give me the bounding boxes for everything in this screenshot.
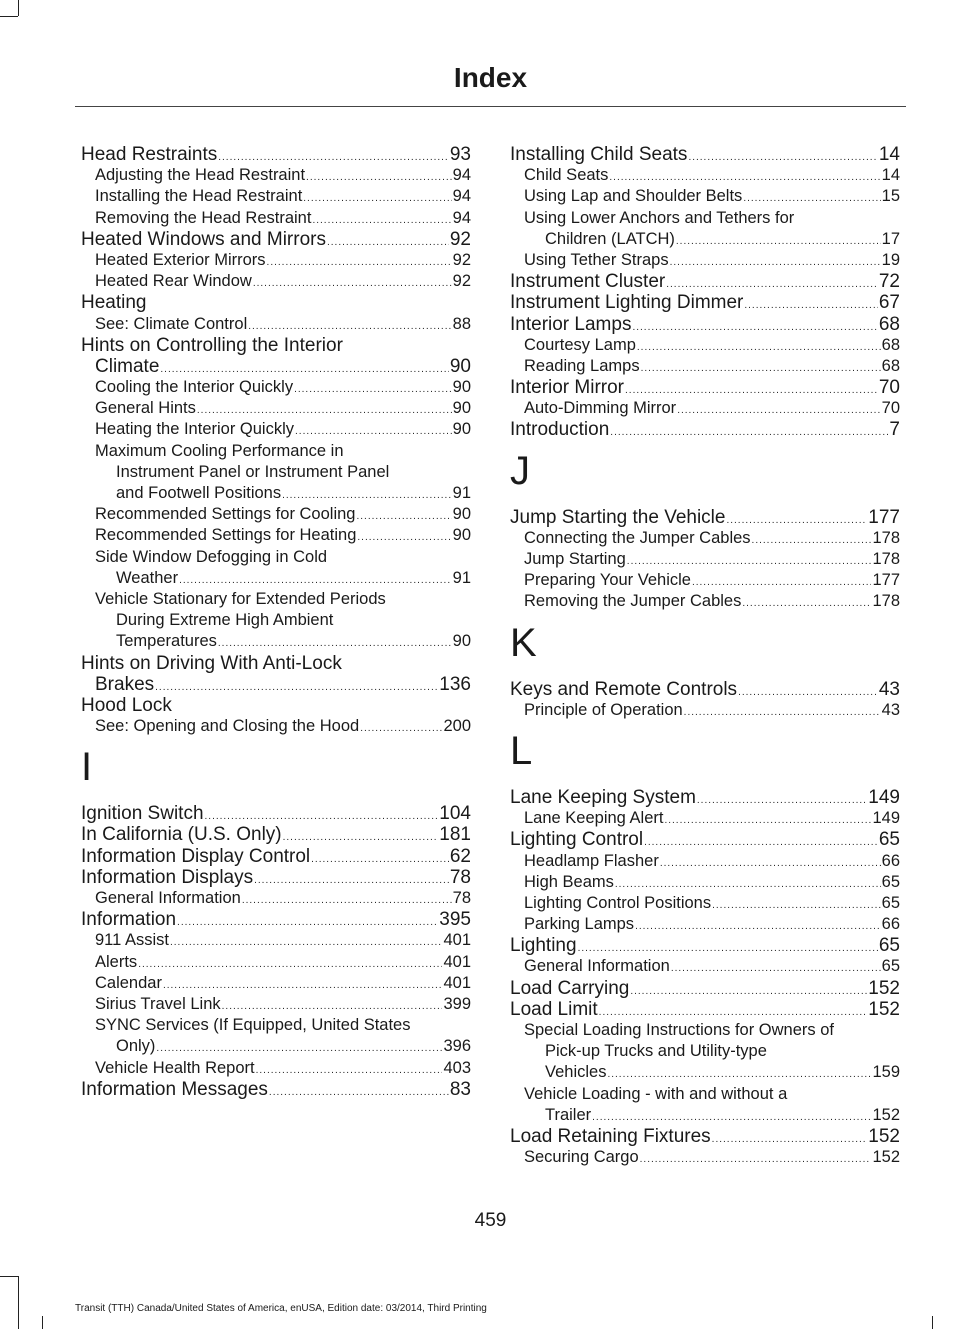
index-entry-label: Using Tether Straps	[524, 250, 669, 269]
index-subentry	[81, 1036, 471, 1057]
dot-leader	[684, 702, 881, 723]
index-subentry	[510, 1041, 900, 1062]
dot-leader	[170, 932, 442, 953]
dot-leader	[256, 1060, 443, 1081]
index-subentry	[510, 1062, 900, 1083]
index-subentry	[81, 165, 471, 186]
index-page-ref: 90	[452, 632, 471, 651]
index-subentry	[510, 398, 900, 419]
dot-leader	[712, 895, 881, 916]
index-entry-label: Calendar	[95, 973, 162, 992]
index-entry-label: Load Carrying	[510, 977, 630, 999]
index-entry-label: Instrument Cluster	[510, 271, 666, 293]
index-entry	[81, 803, 471, 824]
dot-leader	[218, 633, 452, 654]
index-page-ref: 92	[452, 250, 471, 269]
index-subentry	[510, 914, 900, 935]
dot-leader	[282, 485, 452, 506]
index-subentry	[510, 956, 900, 977]
dot-leader	[671, 958, 881, 979]
index-entry	[81, 695, 471, 716]
index-page-ref: 7	[889, 419, 900, 441]
index-page-ref: 90	[452, 505, 471, 524]
index-entry-label: Heated Rear Window	[95, 272, 252, 291]
index-entry-label: High Beams	[524, 872, 614, 891]
dot-leader	[677, 400, 880, 421]
dot-leader	[269, 1082, 449, 1103]
index-entry-label: Hints on Controlling the Interior	[81, 334, 343, 356]
index-page-ref: 90	[452, 420, 471, 439]
index-entry	[81, 229, 471, 250]
index-subentry	[81, 441, 471, 462]
index-entry-label: During Extreme High Ambient	[116, 611, 334, 630]
index-subentry	[81, 1058, 471, 1079]
index-entry-label: Hints on Driving With Anti-Lock	[81, 652, 342, 674]
index-page-ref: 70	[878, 377, 900, 399]
index-entry-label: Lane Keeping Alert	[524, 809, 664, 828]
index-subentry	[510, 570, 900, 591]
index-entry	[510, 935, 900, 956]
dot-leader	[640, 1149, 872, 1170]
index-subentry	[81, 525, 471, 546]
index-entry-label: Pick-up Trucks and Utility-type	[545, 1042, 767, 1061]
index-page-ref: 401	[443, 952, 471, 971]
index-page-ref: 401	[443, 973, 471, 992]
index-entry-label: Only)	[116, 1037, 156, 1056]
index-entry-label: Preparing Your Vehicle	[524, 571, 691, 590]
index-subentry	[510, 186, 900, 207]
index-entry-label: Temperatures	[116, 632, 217, 651]
index-entry	[81, 909, 471, 930]
index-subentry	[81, 398, 471, 419]
index-section-letter: J	[510, 448, 530, 493]
index-entry-label: Removing the Head Restraint	[95, 208, 312, 227]
index-entry-label: Weather	[116, 568, 179, 587]
index-entry	[510, 787, 900, 808]
index-entry-label: Using Lower Anchors and Tethers for	[524, 208, 795, 227]
index-entry-label: Interior Lamps	[510, 313, 632, 335]
index-entry-label: Special Loading Instructions for Owners of	[524, 1021, 834, 1039]
index-subentry	[81, 271, 471, 292]
dot-leader	[138, 954, 442, 975]
index-section-letter: K	[510, 620, 537, 665]
index-subentry	[510, 872, 900, 893]
index-subentry	[510, 893, 900, 914]
index-entry-label: Heating	[81, 292, 147, 314]
dot-leader	[294, 379, 452, 400]
dot-leader	[637, 337, 881, 358]
index-subentry	[81, 589, 471, 610]
index-column-left	[81, 144, 471, 1100]
index-page-ref: 93	[449, 144, 471, 165]
index-entry-label: See: Opening and Closing the Hood	[95, 717, 360, 736]
index-subentry	[510, 1084, 900, 1105]
index-entry	[510, 314, 900, 335]
index-entry-label: Keys and Remote Controls	[510, 678, 738, 700]
index-subentry	[510, 208, 900, 229]
index-entry-label: Lighting	[510, 935, 577, 957]
index-entry-label: Load Limit	[510, 998, 598, 1020]
index-subentry	[81, 952, 471, 973]
index-entry-label: Courtesy Lamp	[524, 335, 636, 354]
footer-text: Transit (TTH) Canada/United States of America, enUSA, Edition date: 03/2014, Third Printing	[75, 1303, 487, 1314]
index-page-ref: 403	[443, 1058, 471, 1077]
index-page-ref: 91	[452, 484, 471, 502]
index-entry-label: Jump Starting the Vehicle	[510, 506, 726, 528]
dot-leader	[306, 167, 452, 188]
dot-leader	[743, 188, 880, 209]
index-entry	[81, 846, 471, 867]
index-page-ref: 65	[881, 872, 900, 891]
index-entry-label: Lighting Control Positions	[524, 893, 712, 912]
index-page-ref: 94	[452, 166, 471, 185]
index-subentry	[81, 994, 471, 1015]
index-subentry	[510, 335, 900, 356]
index-entry	[510, 144, 900, 165]
index-entry-label: Instrument Panel or Instrument Panel	[116, 462, 390, 481]
crop-mark	[0, 16, 18, 17]
crop-mark	[18, 0, 19, 16]
index-page-ref: 62	[449, 845, 471, 867]
index-page-ref: 68	[881, 356, 900, 375]
index-page-ref: 159	[872, 1063, 900, 1082]
index-entry-label: Auto-Dimming Mirror	[524, 399, 677, 418]
index-page-ref: 88	[452, 314, 471, 333]
index-entry-label: Information Messages	[81, 1078, 268, 1100]
index-section-letter: L	[510, 728, 533, 773]
index-entry-label: 911 Assist	[95, 931, 169, 950]
dot-leader	[635, 916, 881, 937]
index-entry-label: General Information	[95, 889, 241, 907]
index-page-ref: 181	[439, 824, 471, 846]
index-subentry	[81, 419, 471, 440]
index-entry-label: Lane Keeping System	[510, 786, 696, 808]
index-page-ref: 152	[868, 977, 900, 999]
index-entry-label: Heated Windows and Mirrors	[81, 228, 326, 250]
index-entry-label: Jump Starting	[524, 550, 626, 568]
crop-mark	[42, 1316, 43, 1329]
index-entry	[81, 867, 471, 888]
index-entry-label: Brakes	[95, 673, 155, 695]
index-page-ref: 136	[439, 673, 471, 695]
index-entry-label: Children (LATCH)	[545, 229, 675, 248]
index-subentry	[510, 549, 900, 570]
index-subentry	[510, 1105, 900, 1126]
index-entry-label: Side Window Defogging in Cold	[95, 547, 328, 566]
index-page-ref: 177	[872, 571, 900, 590]
index-page-ref: 15	[881, 187, 900, 206]
index-entry-label: In California (U.S. Only)	[81, 824, 282, 846]
index-subentry	[510, 591, 900, 612]
index-entry	[510, 419, 900, 440]
index-subentry	[81, 314, 471, 335]
index-page-ref: 94	[452, 208, 471, 227]
index-entry	[81, 653, 471, 674]
index-entry-label: Cooling the Interior Quickly	[95, 378, 294, 397]
index-entry-label: Principle of Operation	[524, 700, 683, 719]
index-page-ref: 396	[443, 1037, 471, 1056]
index-entry	[510, 999, 900, 1020]
index-page-ref: 395	[439, 909, 471, 931]
index-page-ref: 152	[872, 1148, 900, 1167]
dot-leader	[627, 551, 872, 572]
index-page-ref: 152	[872, 1105, 900, 1124]
index-page-ref: 149	[872, 809, 900, 828]
index-page-ref: 70	[881, 399, 900, 418]
dot-leader	[609, 167, 880, 188]
index-entry-label: Climate	[95, 355, 160, 377]
index-page-ref: 78	[452, 889, 471, 907]
index-page-ref: 178	[872, 550, 900, 568]
index-page-ref: 68	[878, 313, 900, 335]
index-entry-label: Removing the Jumper Cables	[524, 592, 742, 611]
index-page-ref: 65	[881, 957, 900, 976]
index-page-ref: 14	[878, 144, 900, 165]
index-page-ref: 43	[878, 678, 900, 700]
index-page-ref: 92	[449, 228, 471, 250]
dot-leader	[610, 422, 888, 443]
index-subentry	[510, 356, 900, 377]
index-page-ref: 92	[452, 272, 471, 291]
index-entry-label: Head Restraints	[81, 144, 218, 165]
index-subentry	[81, 547, 471, 568]
dot-leader	[197, 400, 452, 421]
index-subentry	[81, 377, 471, 398]
index-entry	[81, 1079, 471, 1100]
index-subentry	[81, 483, 471, 504]
index-entry-label: Heated Exterior Mirrors	[95, 250, 266, 269]
index-subentry	[81, 186, 471, 207]
index-subentry	[510, 165, 900, 186]
index-page-ref: 152	[868, 1125, 900, 1147]
index-subentry	[81, 250, 471, 271]
dot-leader	[676, 231, 881, 252]
dot-leader	[267, 252, 452, 273]
index-page-ref: 177	[868, 506, 900, 528]
dot-leader	[752, 530, 872, 551]
index-subentry	[510, 1020, 900, 1041]
crop-mark	[0, 1276, 18, 1277]
index-entry-label: Information Displays	[81, 866, 254, 888]
index-page-ref: 14	[881, 166, 900, 185]
index-page-ref: 90	[452, 378, 471, 397]
dot-leader	[179, 570, 452, 591]
index-subentry	[510, 808, 900, 829]
index-page-ref: 90	[452, 526, 471, 545]
dot-leader	[248, 316, 451, 337]
dot-leader	[163, 975, 443, 996]
index-entry	[510, 1126, 900, 1147]
index-subentry	[510, 528, 900, 549]
index-entry-label: Heating the Interior Quickly	[95, 420, 295, 439]
index-subentry	[81, 208, 471, 229]
index-entry	[510, 978, 900, 999]
index-entry	[81, 335, 471, 356]
dot-leader	[615, 874, 881, 895]
index-page-ref: 178	[872, 592, 900, 611]
index-entry-label: Hood Lock	[81, 694, 172, 716]
index-entry-label: Adjusting the Head Restraint	[95, 166, 306, 185]
dot-leader	[156, 1038, 442, 1059]
index-page-ref: 399	[443, 994, 471, 1013]
index-subentry	[510, 250, 900, 271]
index-subentry	[81, 568, 471, 589]
dot-leader	[641, 358, 881, 379]
dot-leader	[222, 996, 443, 1017]
index-entry-label: Recommended Settings for Cooling	[95, 505, 356, 524]
index-entry-label: Trailer	[545, 1105, 592, 1124]
index-entry-label: Alerts	[95, 952, 138, 971]
index-page-ref: 66	[881, 915, 900, 934]
index-page-ref: 94	[452, 187, 471, 206]
index-entry	[510, 377, 900, 398]
index-page-ref: 178	[872, 528, 900, 547]
index-entry-label: Child Seats	[524, 166, 609, 185]
index-page-ref: 43	[881, 700, 900, 719]
page-title: Index	[453, 62, 528, 93]
index-entry-label: Information Display Control	[81, 845, 311, 867]
index-entry-label: Instrument Lighting Dimmer	[510, 292, 744, 314]
index-entry-label: See: Climate Control	[95, 314, 248, 333]
index-page-ref: 401	[443, 931, 471, 950]
index-subentry	[81, 631, 471, 652]
index-entry-label: Information	[81, 909, 177, 931]
index-page-ref: 65	[878, 829, 900, 851]
index-entry-label: Connecting the Jumper Cables	[524, 528, 751, 547]
title-rule	[75, 106, 906, 107]
dot-leader	[592, 1107, 871, 1128]
index-entry-label: Vehicle Loading - with and without a	[524, 1084, 788, 1103]
index-entry-label: Installing the Head Restraint	[95, 187, 303, 206]
index-subentry	[510, 1147, 900, 1168]
dot-leader	[360, 718, 442, 739]
dot-leader	[607, 1064, 871, 1085]
index-entry	[81, 356, 471, 377]
index-subentry	[510, 229, 900, 250]
crop-mark	[932, 1316, 933, 1329]
index-entry	[510, 507, 900, 528]
page-number: 459	[474, 1210, 507, 1231]
index-page-ref: 90	[449, 355, 471, 377]
index-subentry	[81, 716, 471, 737]
index-subentry	[81, 610, 471, 631]
index-entry	[81, 292, 471, 313]
index-subentry	[510, 851, 900, 872]
index-entry-label: Installing Child Seats	[510, 144, 688, 165]
index-subentry	[81, 930, 471, 951]
index-entry-label: Parking Lamps	[524, 915, 635, 934]
index-entry-label: Lighting Control	[510, 829, 644, 851]
index-page-ref: 17	[881, 229, 900, 248]
index-column-right	[510, 144, 900, 1168]
index-entry-label: Recommended Settings for Heating	[95, 526, 357, 545]
index-page-ref: 90	[452, 399, 471, 418]
index-entry	[510, 271, 900, 292]
index-entry	[510, 292, 900, 313]
index-page-ref: 83	[449, 1078, 471, 1100]
index-subentry	[510, 700, 900, 721]
index-entry	[510, 829, 900, 850]
index-page-ref: 66	[881, 851, 900, 870]
index-entry-label: General Hints	[95, 399, 196, 418]
index-entry	[81, 144, 471, 165]
index-subentry	[81, 888, 471, 909]
index-page-ref: 72	[878, 271, 900, 293]
index-page-ref: 68	[881, 335, 900, 354]
index-entry-label: and Footwell Positions	[116, 484, 282, 502]
dot-leader	[670, 252, 881, 273]
index-subentry	[81, 462, 471, 483]
dot-leader	[253, 273, 452, 294]
index-page-ref: 91	[452, 568, 471, 587]
index-entry-label: Reading Lamps	[524, 356, 640, 375]
index-page-ref: 200	[443, 717, 471, 736]
index-subentry	[81, 973, 471, 994]
index-page-ref: 19	[881, 250, 900, 269]
index-entry-label: Sirius Travel Link	[95, 994, 221, 1013]
index-entry-label: Ignition Switch	[81, 803, 204, 825]
dot-leader	[692, 572, 872, 593]
index-entry	[81, 824, 471, 845]
index-entry	[510, 679, 900, 700]
index-entry-label: Using Lap and Shoulder Belts	[524, 187, 743, 206]
index-page-ref: 65	[881, 893, 900, 912]
index-entry-label: Headlamp Flasher	[524, 851, 659, 870]
index-subentry	[81, 1015, 471, 1036]
index-entry	[81, 674, 471, 695]
crop-mark	[18, 1276, 19, 1329]
index-entry-label: Vehicles	[545, 1063, 607, 1082]
index-section-letter: I	[81, 745, 93, 790]
index-page-ref: 149	[868, 786, 900, 808]
index-page-ref: 104	[439, 803, 471, 825]
index-entry-label: General Information	[524, 957, 670, 976]
index-page-ref: 67	[878, 292, 900, 314]
index-page-ref: 78	[449, 866, 471, 888]
index-page-ref: 65	[878, 935, 900, 957]
index-subentry	[81, 504, 471, 525]
index-page-ref: 152	[868, 998, 900, 1020]
dot-leader	[295, 421, 452, 442]
index-entry-label: Vehicle Stationary for Extended Periods	[95, 589, 386, 608]
dot-leader	[242, 890, 452, 911]
dot-leader	[312, 210, 451, 231]
dot-leader	[742, 593, 871, 614]
index-entry-label: Vehicle Health Report	[95, 1058, 255, 1077]
index-entry-label: Introduction	[510, 419, 610, 441]
dot-leader	[357, 527, 451, 548]
index-entry-label: Securing Cargo	[524, 1148, 639, 1167]
dot-leader	[303, 188, 451, 209]
index-entry-label: Load Retaining Fixtures	[510, 1125, 711, 1147]
dot-leader	[664, 810, 871, 831]
index-entry-label: Maximum Cooling Performance in	[95, 441, 344, 460]
dot-leader	[660, 853, 881, 874]
dot-leader	[356, 506, 451, 527]
index-entry-label: Interior Mirror	[510, 377, 625, 399]
index-entry-label: SYNC Services (If Equipped, United States	[95, 1016, 411, 1035]
